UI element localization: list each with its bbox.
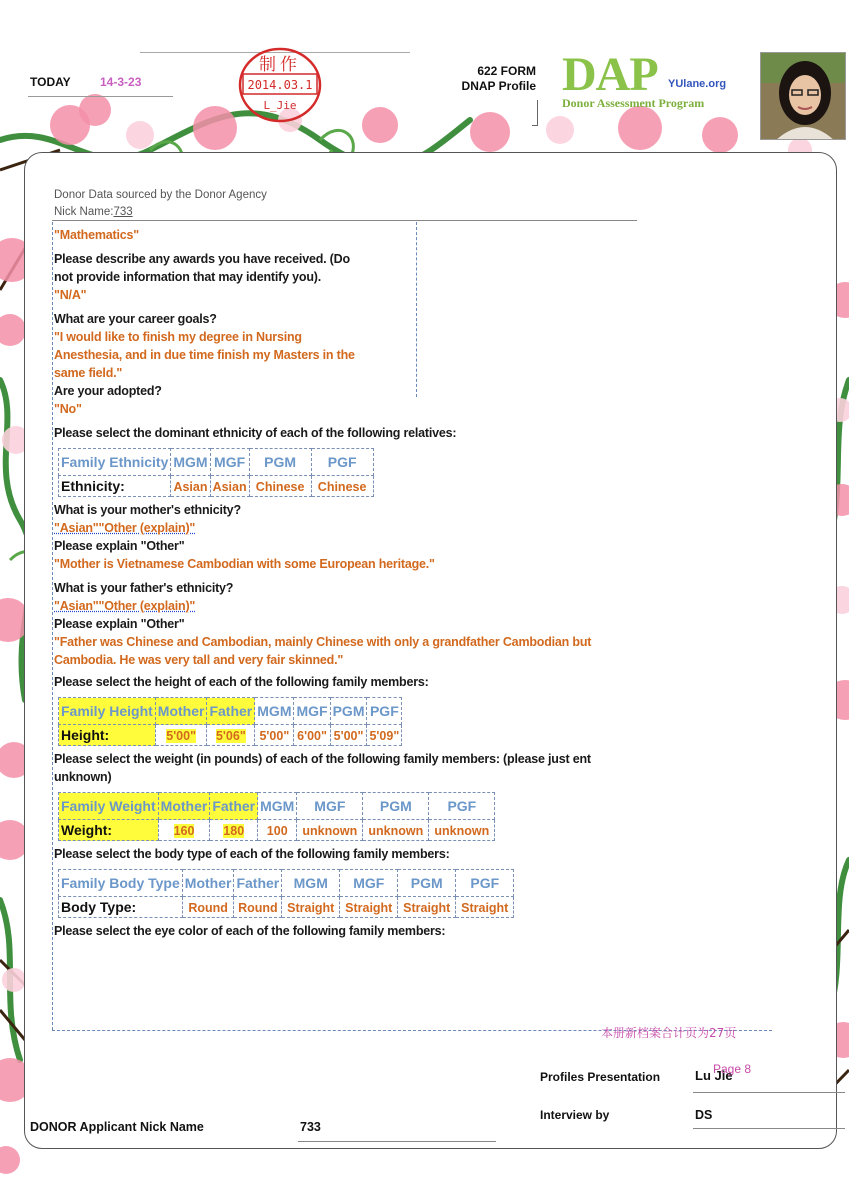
mother-ethnicity-question: What is your mother's ethnicity? <box>54 503 241 517</box>
body-header-cell: Mother <box>182 870 234 897</box>
height-header-cell: PGF <box>367 698 402 725</box>
weight-header-cell: MGM <box>258 793 297 820</box>
weight-table <box>58 792 495 841</box>
eye-color-question: Please select the eye color of each of the following family members: <box>54 924 446 938</box>
father-other-question: Please explain "Other" <box>54 617 185 631</box>
height-question: Please select the height of each of the following family members: <box>54 675 429 689</box>
body-header-cell: MGF <box>340 870 398 897</box>
weight-question-2: unknown) <box>54 770 112 784</box>
dap-logo-block <box>562 48 727 111</box>
awards-question-2: not provide information that may identify you). <box>54 270 321 284</box>
sourced-by-note: Donor Data sourced by the Donor Agency <box>54 189 267 201</box>
donor-nick-name-rule <box>298 1141 496 1142</box>
stamp-line-1: 制作 <box>259 55 301 75</box>
height-value-cell <box>207 725 255 746</box>
height-value-cell: 5'00" <box>255 725 294 746</box>
mother-ethnicity-answer-2: "Other (explain)" <box>98 521 196 535</box>
weight-value-cell: unknown <box>429 820 495 841</box>
weight-value-cell: unknown <box>297 820 363 841</box>
height-row-label: Height: <box>59 725 156 746</box>
donor-photo <box>760 52 846 140</box>
adopted-question: Are your adopted? <box>54 384 162 398</box>
interview-by-label: Interview by <box>540 1108 610 1122</box>
body-value-cell: Straight <box>340 897 398 918</box>
height-value-cell <box>155 725 207 746</box>
dap-site: YUlane.org <box>668 78 727 90</box>
dap-logo: DAP <box>562 48 658 101</box>
mother-other-question: Please explain "Other" <box>54 539 185 553</box>
height-header-cell: MGM <box>255 698 294 725</box>
awards-question-1: Please describe any awards you have received. (Do <box>54 252 350 266</box>
career-answer-1: "I would like to finish my degree in Nursing <box>54 330 302 344</box>
ethnicity-header-cell: PGF <box>311 449 373 476</box>
today-date: 14-3-23 <box>100 75 142 89</box>
donor-nick-name-value: 733 <box>300 1120 321 1134</box>
height-value-cell: 5'00" <box>330 725 367 746</box>
height-header-cell: Father <box>207 698 255 725</box>
body-header-cell: PGM <box>398 870 456 897</box>
nick-name-value: 733 <box>113 206 133 218</box>
height-header-cell: Mother <box>155 698 207 725</box>
body-value-cell: Straight <box>398 897 456 918</box>
weight-header-cell: MGF <box>297 793 363 820</box>
today-label: TODAY <box>30 75 71 89</box>
weight-header-cell: Family Weight <box>59 793 159 820</box>
father-ethnicity-question: What is your father's ethnicity? <box>54 581 234 595</box>
body-value-cell: Round <box>234 897 282 918</box>
height-value-father: 5'06" <box>215 729 246 743</box>
mother-ethnicity-answer <box>54 519 754 537</box>
father-other-answer-2: Cambodia. He was very tall and very fair skinned." <box>54 653 344 667</box>
body-value-cell: Straight <box>456 897 514 918</box>
height-table <box>58 697 402 746</box>
interview-by-value: DS <box>695 1108 713 1122</box>
career-answer-2: Anesthesia, and in due time finish my Masters in the <box>54 348 355 362</box>
height-header-cell: MGF <box>294 698 330 725</box>
total-pages-note: 本册新档案合计页为27页 <box>601 1026 737 1040</box>
weight-header-cell: PGM <box>363 793 429 820</box>
ethnicity-table <box>58 448 374 497</box>
profiles-presentation-value: Lu Jie <box>695 1068 733 1083</box>
weight-question-1: Please select the weight (in pounds) of each of the following family members: (please just ent <box>54 752 591 766</box>
awards-answer: "N/A" <box>54 288 87 302</box>
father-ethnicity-answer <box>54 597 754 615</box>
weight-value-cell <box>158 820 210 841</box>
body-header-cell: MGM <box>282 870 340 897</box>
form-subtitle: DNAP Profile <box>461 79 536 93</box>
father-other-answer-1: "Father was Chinese and Cambodian, mainly Chinese with only a grandfather Cambodian but <box>54 635 592 649</box>
body-value-cell: Straight <box>282 897 340 918</box>
today-underline <box>28 96 173 97</box>
body-row-label: Body Type: <box>59 897 183 918</box>
body-header-cell: Family Body Type <box>59 870 183 897</box>
nick-name-row <box>54 206 133 218</box>
height-value-mother: 5'00" <box>166 729 197 743</box>
weight-value-mother: 160 <box>173 824 195 838</box>
ethnicity-value-cell: Chinese <box>249 476 311 497</box>
weight-value-cell: 100 <box>258 820 297 841</box>
weight-header-cell: Mother <box>158 793 210 820</box>
form-bracket <box>532 100 538 126</box>
stamp-line-2: 2014.03.1 <box>247 78 313 92</box>
ethnicity-value-cell: Asian <box>171 476 210 497</box>
body-type-table <box>58 869 514 918</box>
body-type-question: Please select the body type of each of the following family members: <box>54 847 450 861</box>
height-header-cell: Family Height <box>59 698 156 725</box>
height-header-cell: PGM <box>330 698 367 725</box>
ethnicity-value-cell: Asian <box>210 476 249 497</box>
red-seal-stamp <box>237 46 323 124</box>
interview-by-rule <box>693 1128 845 1129</box>
mother-other-answer: "Mother is Vietnamese Cambodian with some European heritage." <box>54 557 435 571</box>
height-value-cell: 6'00" <box>294 725 330 746</box>
form-title-block <box>420 64 536 94</box>
nick-name-rule <box>52 220 637 221</box>
donor-nick-name-label: DONOR Applicant Nick Name <box>30 1120 204 1134</box>
weight-header-cell: Father <box>210 793 258 820</box>
ethnicity-header-cell: PGM <box>249 449 311 476</box>
nick-name-label: Nick Name: <box>54 206 114 218</box>
ethnicity-question: Please select the dominant ethnicity of each of the following relatives: <box>54 426 457 440</box>
ethnicity-header-cell: MGM <box>171 449 210 476</box>
career-question: What are your career goals? <box>54 312 217 326</box>
father-ethnicity-answer-1: "Asian" <box>54 599 99 613</box>
career-answer-3: same field." <box>54 366 123 380</box>
ethnicity-header-cell: Family Ethnicity <box>59 449 171 476</box>
subject-answer: "Mathematics" <box>54 228 139 242</box>
weight-row-label: Weight: <box>59 820 159 841</box>
ethnicity-value-cell: Chinese <box>311 476 373 497</box>
page-number: Page 8 <box>713 1062 752 1076</box>
qa-content <box>54 226 754 940</box>
body-header-cell: PGF <box>456 870 514 897</box>
body-header-cell: Father <box>234 870 282 897</box>
height-value-cell: 5'09" <box>367 725 402 746</box>
father-ethnicity-answer-2: "Other (explain)" <box>98 599 196 613</box>
weight-value-cell: unknown <box>363 820 429 841</box>
frame-left-border <box>52 222 53 1030</box>
portrait-icon <box>761 53 846 140</box>
weight-value-cell <box>210 820 258 841</box>
form-title: 622 FORM <box>477 64 536 78</box>
mother-ethnicity-answer-1: "Asian" <box>54 521 99 535</box>
ethnicity-row-label: Ethnicity: <box>59 476 171 497</box>
weight-value-father: 180 <box>223 824 245 838</box>
body-value-cell: Round <box>182 897 234 918</box>
ethnicity-header-cell: MGF <box>210 449 249 476</box>
profiles-presentation-label: Profiles Presentation <box>540 1070 661 1084</box>
adopted-answer: "No" <box>54 402 82 416</box>
profiles-presentation-rule <box>693 1092 845 1093</box>
weight-header-cell: PGF <box>429 793 495 820</box>
dap-subtitle: Donor Assessment Program <box>562 96 705 110</box>
stamp-line-3: L_Jie <box>263 99 297 112</box>
